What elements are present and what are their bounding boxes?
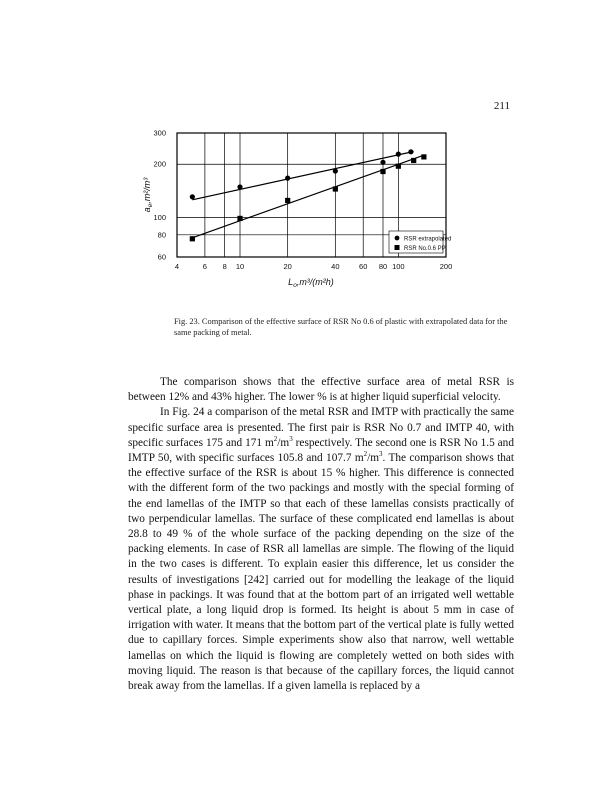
data-point-circle [237, 184, 242, 189]
x-tick-label: 10 [235, 262, 245, 271]
legend-label-pp: RSR No.0.6 PP [404, 246, 446, 252]
x-tick-label: 60 [359, 262, 368, 271]
y-tick-label: 200 [153, 159, 166, 169]
data-point-square [190, 236, 195, 241]
paragraph-1: The comparison shows that the effective surface area of metal RSR is between 12% and 43% higher. The lower % is at higher liquid superficial velocity. [128, 376, 514, 404]
data-point-circle [333, 168, 338, 173]
y-tick-label: 100 [153, 213, 166, 223]
legend-marker-circle [395, 236, 400, 241]
x-tick-label: 6 [202, 262, 207, 271]
data-point-square [333, 186, 338, 191]
x-tick-label: 8 [222, 262, 227, 271]
data-point-circle [190, 194, 195, 199]
data-point-square [380, 169, 385, 174]
x-tick-label: 100 [392, 262, 405, 271]
data-markers [190, 149, 427, 241]
x-tick-label: 200 [439, 262, 453, 271]
legend-marker-square [395, 245, 400, 250]
data-point-square [396, 164, 401, 169]
data-point-circle [396, 152, 401, 157]
y-tick-label: 300 [153, 128, 166, 138]
data-point-circle [380, 160, 385, 165]
fit-line-series-1 [192, 155, 424, 238]
paragraph-2: In Fig. 24 a comparison of the metal RSR and IMTP with practically the same specific surface area is presented. The first pair is RSR No 0.7 and IMTP 40, with specific surfaces 175 and 171 $m^2/m^3$ respectively. The second one is RSR No 1.5 and IMTP 50, with specific surfaces 105.8 and 107.7 $m^2/m^3$. The comparison shows that the effective surface of the RSR is about 15 % higher. This difference is connected with the different form of the two packings and mostly with the special forming of the end lamellas of the IMTP so that each of these lamellas consists practically of two perpendicular lamellas. The surface of these complicated end lamellas is about 28.8 to 49 % of the whole surface of the packing depending on the size of the packing elements. In case of RSR all lamellas are simple. The flowing of the liquid in the two cases is different. To explain easier this difference, let us consider the results of investigations [242] carried out for modelling the leakage of the liquid phase in packings. It was found that at the bottom part of an irrigated well wettable vertical plate, a long liquid drop is formed. Its height is about 5 mm in case of irrigation with water. It means that the bottom part of the vertical plate is fully wetted due to capillary forces. Simple experiments show also that narrow, well wettable lamellas on which the liquid is flowing are completely wetted on both sides with moving liquid. The reason is that because of the capillary forces, the liquid cannot break away from the lamellas. If a given lamella is replaced by a [128, 406, 515, 693]
x-tick-label: 80 [378, 262, 388, 271]
x-tick-label: 4 [174, 262, 180, 271]
body-text [128, 375, 514, 694]
y-tick-label: 80 [157, 230, 166, 240]
data-point-circle [408, 149, 413, 154]
data-point-square [237, 216, 242, 221]
fit-line-series-0 [192, 151, 413, 199]
data-point-square [411, 158, 416, 163]
data-point-square [421, 154, 426, 159]
legend-label-extrapolated: RSR extrapolated [404, 236, 452, 243]
x-tick-label: 40 [331, 262, 340, 271]
y-axis-title: $a_e,m^2/m^3$ [142, 177, 154, 213]
figure-caption: Fig. 23. Comparison of the effective surface of RSR No 0.6 of plastic with extrapolated data for the same packing of metal. [174, 317, 508, 337]
x-tick-label: 20 [283, 262, 292, 271]
y-tick-label: 60 [157, 252, 166, 262]
legend [389, 231, 451, 253]
data-point-circle [285, 176, 290, 181]
x-axis-title: $L_o,m^3/(m^2h)$ [288, 277, 334, 289]
figure-23-chart [0, 0, 612, 330]
data-point-square [285, 198, 290, 203]
page-number: 211 [493, 100, 510, 112]
